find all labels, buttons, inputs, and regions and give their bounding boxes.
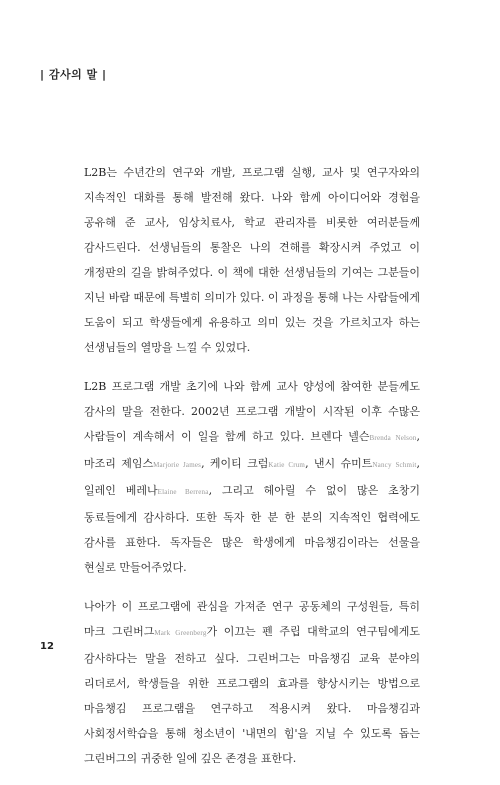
paragraph-2 xyxy=(84,374,420,580)
name-brenda-nelson: Brenda Nelson xyxy=(369,434,417,442)
name-marjorie-james: Marjorie James xyxy=(153,461,202,469)
section-title: | 감사의 말 | xyxy=(40,68,107,81)
paragraph-3-text-1: 나아가 이 프로그램에 관심을 가져준 연구 공동체의 구성원들, 특히 마크 그린버그 xyxy=(84,600,420,638)
paragraph-1: L2B는 수년간의 연구와 개발, 프로그램 실행, 교사 및 연구자와의 지속적인 대화를 통해 발전해 왔다. 나와 함께 아이디어와 경험을 공유해 준 교사, 임상치료사, 학교 관리자를 비롯한 여러분들께 감사드린다. 선생님들의 통찰은 나의 견해를 확장시켜 주었고 이 개정판의 길을 밝혀주었다. 이 책에 대한 선생님들의 기여는 그분들이 지닌 바람 때문에 특별히 의미가 있다. 이 과정을 통해 나는 사람들에게 도움이 되고 학생들에게 유용하고 의미 있는 것을 가르치고자 하는 선생님들의 열망을 느낄 수 있었다. xyxy=(84,166,420,354)
paragraph-2-text-2: , 마조리 제임스 xyxy=(84,430,420,470)
paragraph-2-text-5: , 일레인 베레나 xyxy=(84,457,420,497)
name-elaine-berrena: Elaine Berrena xyxy=(157,488,209,496)
main-content xyxy=(84,160,420,785)
paragraph-2-text-3: , 케이티 크럼 xyxy=(201,457,269,470)
paragraph-2-text-4: , 낸시 슈미트 xyxy=(305,457,373,470)
name-nancy-schmit: Nancy Schmit xyxy=(372,461,417,469)
name-mark-greenberg: Mark Greenberg xyxy=(154,629,207,637)
page-number: 12 xyxy=(40,641,54,652)
paragraph-2-text-1: L2B 프로그램 개발 초기에 나와 함께 교사 양성에 참여한 분들께도 감사의 말을 전한다. 2002년 프로그램 개발이 시작된 이후 수많은 사람들이 계속해서 이 일을 함께 하고 있다. 브렌다 넬슨 xyxy=(84,380,420,443)
name-katie-crum: Katie Crum xyxy=(268,461,306,469)
paragraph-3-text-2: 가 이끄는 펜 주립 대학교의 연구팀에게도 감사하다는 말을 전하고 싶다. 그린버그는 마음챙김 교육 분야의 리더로서, 학생들을 위한 프로그램의 효과를 향상시키는 방법으로 마음챙김 프로그램을 연구하고 적용시켜 왔다. 마음챙김과 사회정서학습을 통해 청소년이 '내면의 힘'을 지닐 수 있도록 돕는 그린버그의 귀중한 일에 깊은 존경을 표한다. xyxy=(84,625,421,765)
paragraph-2-text-6: , 그리고 헤아릴 수 없이 많은 초창기 동료들에게 감사하다. 또한 독자 한 분 한 분의 지속적인 협력에도 감사를 표한다. 독자들은 많은 학생에게 마음챙김이라는 선물을 현실로 만들어주었다. xyxy=(84,484,420,574)
paragraph-3 xyxy=(84,594,420,771)
